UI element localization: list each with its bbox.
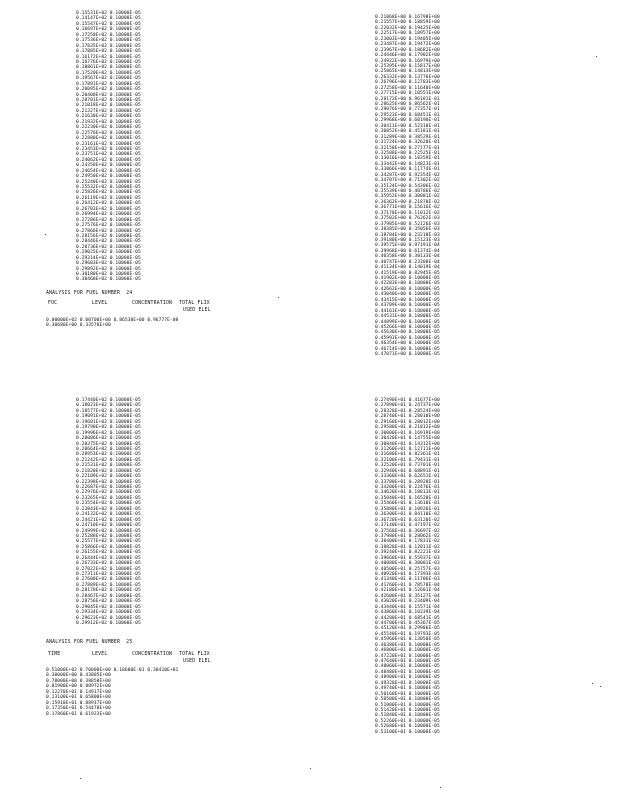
- data-row: 0.15547E+02 0.10000E-05: [76, 21, 141, 27]
- data-row: 0.24710E+02 0.10000E-05: [76, 523, 141, 529]
- data-row: 0.33780E+01 0.28928E-01: [375, 479, 440, 485]
- data-row: 0.17440E+02 0.10000E-05: [76, 398, 141, 403]
- data-row: 0.19790E+02 0.10000E-05: [76, 425, 141, 431]
- scan-speck: [45, 234, 46, 235]
- data-row: 0.20400E+02 0.10000E-05: [76, 92, 141, 98]
- data-row: 0.44899E+00 0.10000E-05: [375, 319, 440, 325]
- data-row: 0.37178E+00 0.11012E-02: [375, 210, 440, 216]
- data-row: 0.45993E+00 0.10000E-05: [375, 335, 440, 341]
- data-row: 0.16697E+02 0.10000E-05: [76, 27, 141, 33]
- data-row: 0.23554E+02 0.10000E-05: [76, 501, 141, 507]
- data-row: 0.29580E+01 0.21812E+00: [375, 425, 440, 431]
- data-row: 0.19091E+02 0.10000E-05: [76, 414, 141, 420]
- data-row: 0.20375E+02 0.10000E-05: [76, 441, 141, 447]
- data-row: 0.32520E+01 0.73701E-01: [375, 463, 440, 469]
- data-row: 0.26119E+02 0.10000E-05: [76, 195, 141, 201]
- data-row: 0.29912E+02 0.10000E-05: [76, 620, 141, 626]
- data-row: 0.29076E+00 0.77357E-01: [375, 107, 440, 113]
- data-row: 0.43040E+00 0.10000E-05: [375, 292, 440, 298]
- data-row: 0.21018E+02 0.10000E-05: [76, 103, 141, 109]
- data-row: 0.29334E+02 0.10000E-05: [76, 610, 141, 616]
- summary-row: 0.13100E+01 0.65800E+00: [46, 695, 111, 701]
- data-row: 0.34707E+00 0.71302E-02: [375, 178, 440, 184]
- data-row: 0.20664E+02 0.10000E-05: [76, 446, 141, 452]
- upper-right-data-column: [375, 15, 440, 358]
- data-row: 0.44280E+01 0.68541E-05: [375, 615, 440, 621]
- data-row: 0.19996E+02 0.10000E-05: [76, 430, 141, 436]
- data-row: 0.24421E+02 0.10000E-05: [76, 517, 141, 523]
- data-row: 0.24062E+02 0.10000E-05: [76, 157, 141, 163]
- data-row: 0.21932E+02 0.10000E-05: [76, 119, 141, 125]
- data-row: 0.32588E+00 0.22525E-01: [375, 150, 440, 156]
- data-row: 0.31289E+00 0.38529E-01: [375, 134, 440, 140]
- data-row: 0.18577E+02 0.10000E-05: [76, 408, 141, 414]
- data-row: 0.25866E+02 0.10000E-05: [76, 544, 141, 550]
- data-row: 0.44700E+01 0.45367E-05: [375, 620, 440, 626]
- data-row: 0.43020E+01 0.23409E-04: [375, 599, 440, 605]
- data-row: 0.24999E+02 0.10000E-05: [76, 528, 141, 534]
- summary-row: 0.30680E+00 0.33570E+00: [46, 323, 111, 329]
- header-concentration-lower: CONCENTRATION: [132, 652, 173, 657]
- data-row: 0.30000E+01 0.16919E+00: [375, 430, 440, 436]
- data-row: 0.23843E+02 0.10000E-05: [76, 506, 141, 512]
- data-row: 0.39660E+01 0.55937E-03: [375, 555, 440, 561]
- data-row: 0.29025E+02 0.10000E-05: [76, 250, 141, 256]
- header-concentration: CONCENTRATION: [132, 301, 173, 306]
- scan-speck: [596, 56, 597, 57]
- data-row: 0.22032E+00 0.19425E+00: [375, 25, 440, 31]
- data-row: 0.25395E+00 0.15817E+00: [375, 63, 440, 69]
- data-row: 0.30420E+01 0.14755E+00: [375, 436, 440, 442]
- data-row: 0.18861E+02 0.10000E-05: [76, 65, 141, 71]
- data-row: 0.24446E+00 0.17902E+00: [375, 53, 440, 59]
- data-row: 0.43440E+01 0.15571E-04: [375, 604, 440, 610]
- data-row: 0.15531E+02 0.10000E-05: [76, 11, 141, 16]
- data-row: 0.25577E+02 0.10000E-05: [76, 539, 141, 545]
- data-row: 0.24950E+02 0.10000E-05: [76, 174, 141, 180]
- header-time: TIME: [48, 652, 61, 657]
- data-row: 0.27576E+02 0.10000E-05: [76, 223, 141, 229]
- summary-row: 0.81900E+00 0.88972E+00: [46, 684, 111, 690]
- data-row: 0.34287E+00 0.92354E-02: [375, 172, 440, 178]
- data-row: 0.27715E+00 0.10551E+00: [375, 91, 440, 97]
- data-row: 0.28625E+00 0.86562E-01: [375, 102, 440, 107]
- data-row: 0.29623E+02 0.10000E-05: [76, 615, 141, 621]
- data-row: 0.22687E+02 0.10000E-05: [76, 485, 141, 490]
- data-row: 0.45120E+01 0.29986E-05: [375, 626, 440, 632]
- data-row: 0.26796E+00 0.12703E+00: [375, 80, 440, 86]
- data-row: 0.38400E+01 0.17831E-02: [375, 539, 440, 545]
- scan-speck: [592, 683, 593, 684]
- data-row: 0.26332E+00 0.13776E+00: [375, 74, 440, 80]
- data-row: 0.28178E+02 0.10000E-05: [76, 588, 141, 594]
- data-row: 0.23453E+02 0.10000E-05: [76, 146, 141, 152]
- data-row: 0.20086E+02 0.10000E-05: [76, 436, 141, 442]
- data-row: 0.21068E+00 0.16798E+00: [375, 15, 440, 20]
- data-row: 0.31260E+01 0.12711E+00: [375, 446, 440, 452]
- data-row: 0.38385E+00 0.35056E-03: [375, 227, 440, 233]
- data-row: 0.19601E+02 0.10000E-05: [76, 419, 141, 425]
- data-row: 0.46800E+01 0.10000E-05: [375, 648, 440, 654]
- data-row: 0.23265E+02 0.10000E-05: [76, 495, 141, 501]
- data-row: 0.27286E+02 0.10000E-05: [76, 217, 141, 223]
- data-row: 0.35952E+00 0.30081E-02: [375, 194, 440, 200]
- lower-left-summary-table: [46, 668, 178, 717]
- data-row: 0.28320E+01 0.28524E+00: [375, 408, 440, 414]
- data-row: 0.45960E+01 0.13050E-05: [375, 637, 440, 643]
- data-row: 0.26994E+02 0.10000E-05: [76, 212, 141, 218]
- data-row: 0.27600E+02 0.10000E-05: [76, 577, 141, 583]
- data-row: 0.35040E+01 0.16520E-01: [375, 495, 440, 501]
- lower-right-data-column: [375, 398, 440, 735]
- data-row: 0.53100E+01 0.10000E-05: [375, 729, 440, 735]
- data-row: 0.27866E+02 0.10000E-05: [76, 228, 141, 234]
- data-row: 0.43415E+00 0.10000E-05: [375, 297, 440, 303]
- data-row: 0.37582E+00 0.76262E-03: [375, 216, 440, 222]
- data-row: 0.27490E+01 0.41677E+00: [375, 398, 440, 403]
- data-row: 0.35124E+00 0.54306E-02: [375, 183, 440, 189]
- data-row: 0.47640E+01 0.10000E-05: [375, 659, 440, 664]
- data-row: 0.16172E+02 0.10000E-05: [76, 54, 141, 60]
- data-row: 0.35880E+01 0.10926E-01: [375, 506, 440, 512]
- data-row: 0.30852E+00 0.45181E-01: [375, 129, 440, 135]
- header-level: LEVEL: [92, 301, 108, 306]
- analysis-title-lower: ANALYSIS FOR FUEL NUMBER 25: [46, 640, 133, 645]
- scan-speck: [440, 787, 441, 788]
- data-row: 0.26412E+02 0.10000E-05: [76, 201, 141, 207]
- data-row: 0.17536E+02 0.10000E-05: [76, 38, 141, 44]
- data-row: 0.42180E+01 0.52601E-04: [375, 588, 440, 594]
- data-row: 0.22398E+02 0.10000E-05: [76, 479, 141, 485]
- data-row: 0.35460E+01 0.13618E-01: [375, 501, 440, 507]
- data-row: 0.43789E+00 0.10000E-05: [375, 303, 440, 309]
- data-row: 0.37980E+01 0.28062E-02: [375, 533, 440, 539]
- data-row: 0.51000E+01 0.10000E-05: [375, 702, 440, 708]
- data-row: 0.22976E+02 0.10000E-05: [76, 490, 141, 496]
- data-row: 0.34620E+01 0.18813E-01: [375, 490, 440, 496]
- data-row: 0.21242E+02 0.10000E-05: [76, 457, 141, 463]
- header-level-lower: LEVEL: [92, 652, 108, 657]
- data-row: 0.41760E+01 0.78578E-04: [375, 582, 440, 588]
- data-row: 0.21820E+02 0.10000E-05: [76, 468, 141, 474]
- data-row: 0.49740E+01 0.10000E-05: [375, 686, 440, 692]
- data-row: 0.40500E+01 0.25757E-03: [375, 566, 440, 572]
- data-row: 0.48060E+01 0.10000E-05: [375, 664, 440, 670]
- header-used-elel-lower: USED ELEL: [183, 659, 211, 664]
- data-row: 0.36362E+00 0.21870E-02: [375, 199, 440, 205]
- data-row: 0.23751E+02 0.10000E-05: [76, 152, 141, 158]
- data-row: 0.41340E+01 0.11706E-03: [375, 577, 440, 583]
- header-total-flux-lower: TOTAL FLIX: [179, 652, 210, 657]
- data-row: 0.22517E+00 0.18957E+00: [375, 31, 440, 37]
- data-row: 0.20095E+02 0.10000E-05: [76, 87, 141, 93]
- data-row: 0.39575E+00 0.97191E-04: [375, 243, 440, 249]
- data-row: 0.52680E+01 0.10000E-05: [375, 724, 440, 730]
- summary-row: 0.17350E+01 0.54470E+00: [46, 706, 111, 712]
- data-row: 0.33442E+00 0.14823E-01: [375, 161, 440, 167]
- data-row: 0.47220E+01 0.10000E-05: [375, 653, 440, 659]
- data-row: 0.41134E+00 0.14019E-04: [375, 265, 440, 271]
- data-row: 0.49320E+01 0.10000E-05: [375, 680, 440, 686]
- data-row: 0.50580E+01 0.10000E-05: [375, 697, 440, 703]
- data-row: 0.28156E+02 0.10000E-05: [76, 233, 141, 239]
- data-row: 0.29892E+02 0.10000E-05: [76, 266, 141, 272]
- summary-row: 0.17860E+01 0.61923E+00: [46, 711, 111, 717]
- data-row: 0.17891E+02 0.10000E-05: [76, 81, 141, 87]
- data-row: 0.27311E+02 0.10000E-05: [76, 572, 141, 577]
- data-row: 0.28172E+00 0.96181E-01: [375, 96, 440, 102]
- data-row: 0.38784E+00 0.23218E-03: [375, 232, 440, 238]
- data-row: 0.21531E+02 0.10000E-05: [76, 463, 141, 469]
- data-row: 0.33016E+00 0.18359E-01: [375, 156, 440, 162]
- data-row: 0.45630E+00 0.10000E-05: [375, 330, 440, 336]
- data-row: 0.18023E+02 0.10000E-05: [76, 403, 141, 409]
- data-row: 0.23487E+00 0.19472E+00: [375, 42, 440, 48]
- data-row: 0.34200E+01 0.22476E-01: [375, 485, 440, 490]
- data-row: 0.29160E+01 0.28012E+00: [375, 419, 440, 425]
- header-foc: FOC: [48, 301, 58, 306]
- data-row: 0.25826E+02 0.10000E-05: [76, 190, 141, 196]
- data-row: 0.25240E+02 0.10000E-05: [76, 179, 141, 185]
- scan-speck: [310, 768, 311, 769]
- data-row: 0.48900E+01 0.10000E-05: [375, 675, 440, 681]
- data-row: 0.26444E+02 0.10000E-05: [76, 555, 141, 561]
- data-row: 0.48480E+01 0.10000E-05: [375, 669, 440, 675]
- data-row: 0.46380E+01 0.10000E-05: [375, 642, 440, 648]
- data-row: 0.52260E+01 0.10000E-05: [375, 718, 440, 724]
- summary-row: 0.00000E+02 0.00700E+00 0.86530E+00 0.96777E-08: [46, 318, 179, 323]
- scan-speck: [80, 778, 81, 779]
- data-row: 0.31724E+00 0.32620E-01: [375, 140, 440, 146]
- data-row: 0.24132E+02 0.10000E-05: [76, 512, 141, 518]
- data-row: 0.23967E+00 0.18682E+00: [375, 47, 440, 53]
- data-row: 0.37985E+00 0.52126E-03: [375, 221, 440, 227]
- data-row: 0.28756E+02 0.10000E-05: [76, 599, 141, 605]
- data-row: 0.39240E+01 0.82221E-03: [375, 550, 440, 556]
- data-row: 0.25532E+02 0.10000E-05: [76, 185, 141, 190]
- data-row: 0.28467E+02 0.10000E-05: [76, 593, 141, 599]
- data-row: 0.45540E+01 0.19793E-05: [375, 631, 440, 637]
- data-row: 0.40358E+00 0.38133E-04: [375, 254, 440, 260]
- data-row: 0.29314E+02 0.10000E-05: [76, 255, 141, 261]
- data-row: 0.28740E+01 0.28010E+00: [375, 414, 440, 420]
- data-row: 0.19567E+02 0.10000E-05: [76, 76, 141, 82]
- data-row: 0.30468E+02 0.10000E-05: [76, 277, 141, 283]
- data-row: 0.42662E+00 0.10000E-05: [375, 286, 440, 292]
- summary-row: 0.51000E+02 0.70000E+00 0.18600E-01 0.30410E+01: [46, 668, 179, 673]
- data-row: 0.24922E+00 0.16979E+00: [375, 58, 440, 64]
- summary-row: 0.15910E+01 0.88917E+00: [46, 700, 111, 706]
- data-row: 0.33360E+01 0.62651E-01: [375, 474, 440, 480]
- data-row: 0.46714E+00 0.10000E-05: [375, 346, 440, 352]
- data-row: 0.37560E+01 0.36697E-02: [375, 528, 440, 534]
- data-row: 0.36771E+00 0.15616E-02: [375, 205, 440, 211]
- data-row: 0.40080E+01 0.38001E-03: [375, 561, 440, 567]
- data-row: 0.20953E+02 0.10000E-05: [76, 452, 141, 458]
- data-row: 0.38820E+01 0.12011E-02: [375, 544, 440, 550]
- data-row: 0.42600E+01 0.35127E-04: [375, 593, 440, 599]
- data-row: 0.27889E+02 0.10000E-05: [76, 582, 141, 588]
- data-row: 0.24654E+02 0.10000E-05: [76, 168, 141, 174]
- data-row: 0.40920E+01 0.17393E-03: [375, 572, 440, 577]
- data-row: 0.42283E+00 0.10000E-05: [375, 281, 440, 287]
- data-row: 0.17520E+02 0.10000E-05: [76, 70, 141, 76]
- data-row: 0.36300E+01 0.84110E-02: [375, 512, 440, 518]
- data-row: 0.36720E+01 0.63120E-02: [375, 517, 440, 523]
- summary-row: 0.12270E+01 0.14917E+00: [46, 689, 111, 695]
- scan-speck: [278, 297, 279, 298]
- data-row: 0.40747E+00 0.23308E-04: [375, 259, 440, 265]
- data-row: 0.33866E+00 0.11774E-01: [375, 167, 440, 173]
- data-row: 0.29603E+02 0.10000E-05: [76, 261, 141, 267]
- data-row: 0.43860E+01 0.10339E-04: [375, 610, 440, 616]
- header-used-elel: USED ELEL: [183, 308, 211, 313]
- summary-row: 0.30000E+00 0.43805E+00: [46, 673, 111, 679]
- data-row: 0.26733E+02 0.10000E-05: [76, 561, 141, 567]
- data-row: 0.41519E+00 0.82945E-05: [375, 270, 440, 276]
- data-row: 0.28446E+02 0.10000E-05: [76, 239, 141, 245]
- data-row: 0.46354E+00 0.10000E-05: [375, 341, 440, 347]
- data-row: 0.26703E+02 0.10000E-05: [76, 206, 141, 212]
- data-row: 0.51420E+01 0.10000E-05: [375, 707, 440, 713]
- data-row: 0.29045E+02 0.10000E-05: [76, 604, 141, 610]
- data-row: 0.41902E+00 0.10000E-05: [375, 276, 440, 281]
- data-row: 0.21557E+00 0.18859E+00: [375, 20, 440, 26]
- data-row: 0.25288E+02 0.10000E-05: [76, 533, 141, 539]
- data-row: 0.44161E+00 0.10000E-05: [375, 308, 440, 314]
- data-row: 0.26155E+02 0.10000E-05: [76, 550, 141, 556]
- upper-left-summary-table: [46, 318, 178, 329]
- data-row: 0.30411E+00 0.52318E-01: [375, 123, 440, 129]
- data-row: 0.27890E+01 0.24737E+00: [375, 403, 440, 409]
- data-row: 0.45266E+00 0.10000E-05: [375, 324, 440, 330]
- data-row: 0.47071E+00 0.10000E-05: [375, 352, 440, 358]
- data-row: 0.22230E+02 0.10000E-05: [76, 125, 141, 131]
- data-row: 0.17250E+02 0.10000E-05: [76, 32, 141, 38]
- data-row: 0.39180E+00 0.15123E-03: [375, 237, 440, 243]
- header-total-flux: TOTAL FLIX: [179, 301, 210, 306]
- data-row: 0.39968E+00 0.61374E-04: [375, 248, 440, 254]
- data-row: 0.22109E+02 0.10000E-05: [76, 474, 141, 480]
- data-row: 0.25865E+00 0.14813E+00: [375, 69, 440, 75]
- data-row: 0.21630E+02 0.10000E-05: [76, 114, 141, 120]
- data-row: 0.17835E+02 0.10000E-05: [76, 43, 141, 49]
- data-row: 0.22880E+02 0.10000E-05: [76, 136, 141, 142]
- data-row: 0.14147E+02 0.10000E-05: [76, 16, 141, 22]
- data-row: 0.50160E+01 0.10000E-05: [375, 691, 440, 697]
- data-row: 0.51840E+01 0.10000E-05: [375, 713, 440, 719]
- data-row: 0.16776E+02 0.10000E-05: [76, 59, 141, 65]
- data-row: 0.37140E+01 0.47197E-02: [375, 523, 440, 529]
- data-row: 0.30180E+02 0.10000E-05: [76, 272, 141, 277]
- data-row: 0.44531E+00 0.10000E-05: [375, 314, 440, 320]
- data-row: 0.17885E+02 0.10000E-05: [76, 49, 141, 55]
- data-row: 0.32940E+01 0.68891E-01: [375, 468, 440, 474]
- data-row: 0.30840E+01 0.14312E+00: [375, 441, 440, 447]
- data-row: 0.22576E+02 0.10000E-05: [76, 130, 141, 136]
- data-row: 0.32158E+00 0.27177E-01: [375, 145, 440, 151]
- summary-row: 0.70000E+00 0.38850E+00: [46, 678, 111, 684]
- data-row: 0.29968E+00 0.60190E-01: [375, 118, 440, 124]
- data-row: 0.31680E+01 0.82361E-01: [375, 452, 440, 458]
- data-row: 0.23161E+02 0.10000E-05: [76, 141, 141, 147]
- data-row: 0.23003E+00 0.19405E+00: [375, 36, 440, 42]
- data-row: 0.35539E+00 0.40786E-02: [375, 189, 440, 194]
- scan-speck: [600, 686, 601, 687]
- data-row: 0.32100E+01 0.79431E-01: [375, 457, 440, 463]
- data-row: 0.20701E+02 0.10000E-05: [76, 98, 141, 103]
- data-row: 0.28736E+02 0.10000E-05: [76, 244, 141, 250]
- data-row: 0.27022E+02 0.10000E-05: [76, 566, 141, 572]
- data-row: 0.21327E+02 0.10000E-05: [76, 108, 141, 114]
- data-row: 0.24358E+02 0.10000E-05: [76, 163, 141, 169]
- lower-left-data-column: [76, 398, 141, 626]
- data-row: 0.27258E+00 0.11640E+00: [375, 85, 440, 91]
- analysis-title-upper: ANALYSIS FOR FUEL NUMBER 24: [46, 291, 133, 296]
- upper-left-data-column: [76, 11, 141, 283]
- data-row: 0.29523E+00 0.68451E-01: [375, 112, 440, 118]
